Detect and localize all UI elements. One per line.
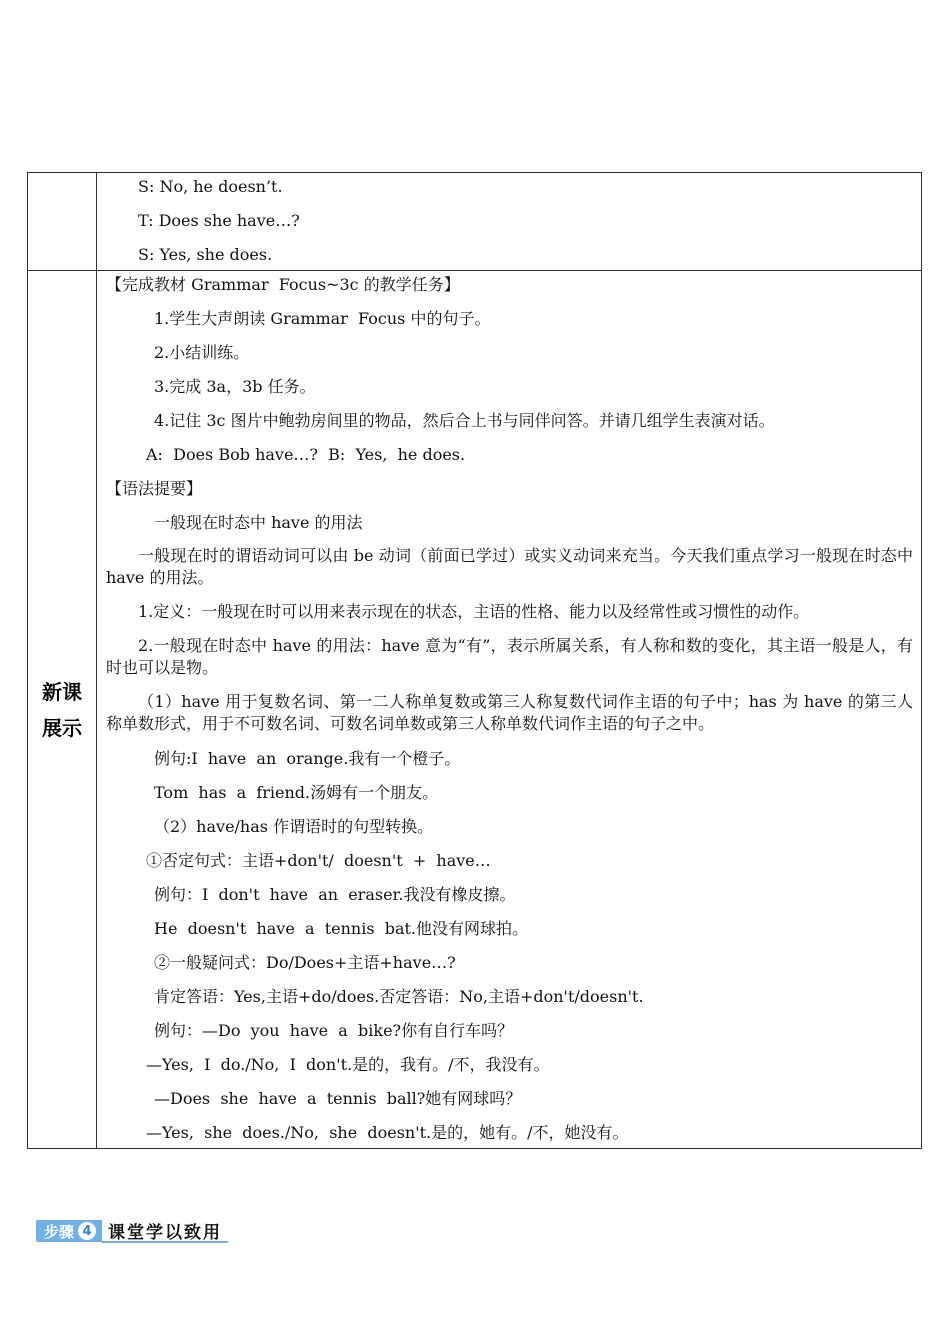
dialog-line: T: Does she have…? xyxy=(138,211,300,230)
task-header: 【完成教材 Grammar Focus~3c 的教学任务】 xyxy=(106,275,460,294)
table-row-dialog xyxy=(28,173,921,270)
task-item: 3.完成 3a，3b 任务。 xyxy=(154,377,316,396)
task-item: 4.记住 3c 图片中鲍勃房间里的物品，然后合上书与同伴问答。并请几组学生表演对话。 xyxy=(154,411,775,430)
step-number-badge: 4 xyxy=(78,1222,96,1240)
task-item: 1.学生大声朗读 Grammar Focus 中的句子。 xyxy=(154,309,491,328)
grammar-form: ②一般疑问式：Do/Does+主语+have…? xyxy=(154,953,456,972)
row-label-new-lesson xyxy=(28,271,97,1148)
dialog-example: A: Does Bob have…? B: Yes, he does. xyxy=(146,445,466,464)
example-line: 例句：—Do you have a bike?你有自行车吗？ xyxy=(154,1021,514,1040)
dialog-line: S: Yes, she does. xyxy=(138,245,273,264)
example-line: —Yes, I do./No, I don't.是的，我有。/不，我没有。 xyxy=(146,1055,550,1074)
example-line: 例句：I don't have an eraser.我没有橡皮擦。 xyxy=(154,885,516,904)
grammar-form: ①否定句式：主语+don't/ doesn't + have… xyxy=(146,851,491,870)
label-line: 展示 xyxy=(42,715,82,740)
row-content-dialog xyxy=(97,173,921,270)
example-line: He doesn't have a tennis bat.他没有网球拍。 xyxy=(154,919,528,938)
example-line: —Does she have a tennis ball?她有网球吗？ xyxy=(154,1089,522,1108)
label-line: 新课 xyxy=(42,679,82,704)
example-line: Tom has a friend.汤姆有一个朋友。 xyxy=(154,783,439,802)
grammar-answers: 肯定答语：Yes,主语+do/does.否定答语：No,主语+don't/doesn't. xyxy=(154,987,644,1006)
row-content-new-lesson xyxy=(97,271,921,1148)
step-label: 步骤 xyxy=(44,1222,75,1241)
grammar-paragraph: 一般现在时的谓语动词可以由 be 动词（前面已学过）或实义动词来充当。今天我们重点学习一般现在时态中 have 的用法。 xyxy=(106,546,913,587)
lesson-table xyxy=(27,172,922,1149)
example-line: 例句:I have an orange.我有一个橙子。 xyxy=(154,749,461,768)
step-title: 课堂学以致用 xyxy=(102,1219,228,1243)
task-item: 2.小结训练。 xyxy=(154,343,250,362)
grammar-header: 【语法提要】 xyxy=(106,479,203,498)
grammar-paragraph: 1.定义：一般现在时可以用来表示现在的状态，主语的性格、能力以及经常性或习惯性的动作。 xyxy=(138,602,810,621)
grammar-title: 一般现在时态中 have 的用法 xyxy=(154,513,363,532)
grammar-paragraph: （1）have 用于复数名词、第一二人称单复数或第三人称复数代词作主语的句子中；has 为 have 的第三人称单数形式，用于不可数名词、可数名词单数或第三人称单数代词作主语的句子之中。 xyxy=(106,692,913,733)
table-row-new-lesson xyxy=(28,270,921,1148)
example-line: —Yes, she does./No, she doesn't.是的，她有。/不，她没有。 xyxy=(146,1123,629,1142)
grammar-paragraph: 2.一般现在时态中 have 的用法：have 意为“有”，表示所属关系，有人称和数的变化，其主语一般是人，有时也可以是物。 xyxy=(106,636,913,677)
dialog-line: S: No, he doesn’t. xyxy=(138,177,283,196)
row-label-empty xyxy=(28,173,97,270)
step-banner xyxy=(36,1218,228,1244)
step-tag xyxy=(36,1220,102,1242)
grammar-point: （2）have/has 作谓语时的句型转换。 xyxy=(154,817,434,836)
